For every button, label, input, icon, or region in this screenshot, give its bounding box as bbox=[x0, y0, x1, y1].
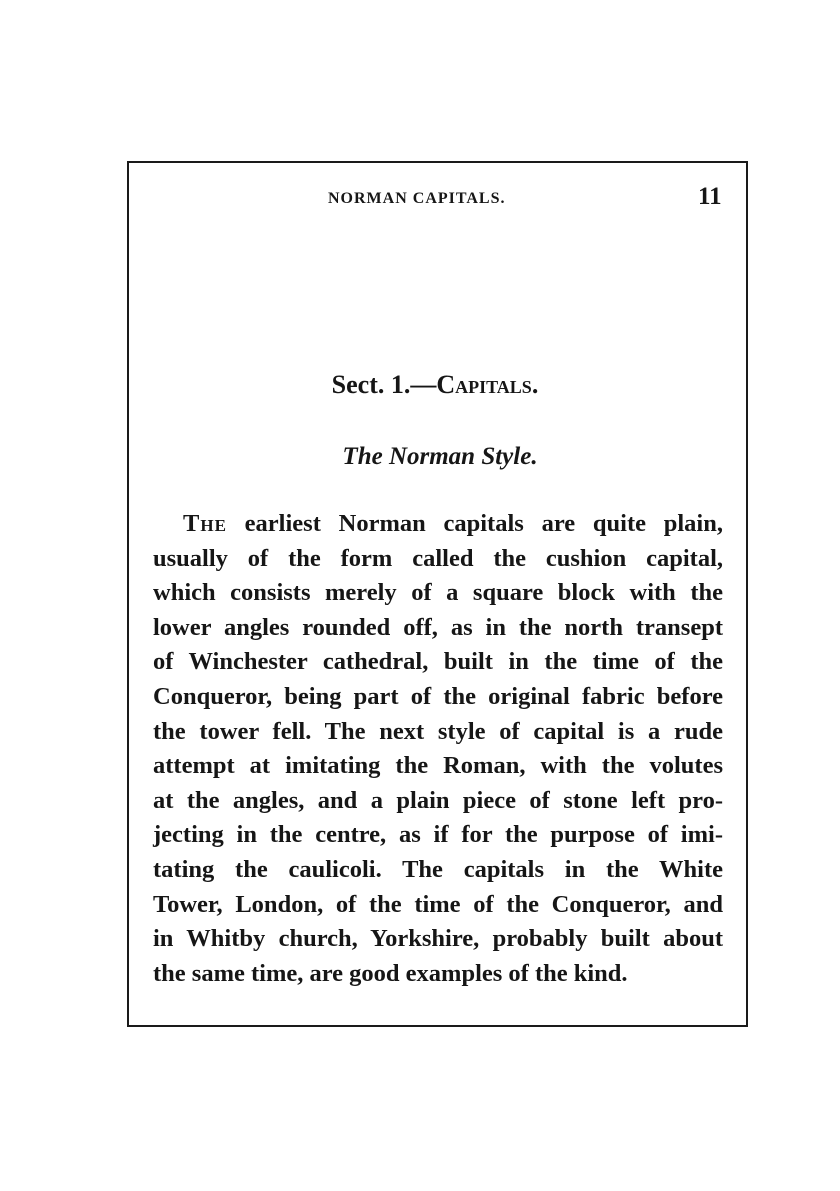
first-word: The bbox=[183, 510, 227, 537]
paragraph-line: in Whitby church, Yorkshire, probably built about bbox=[153, 925, 723, 953]
section-title-prefix: Sect. 1.— bbox=[331, 370, 437, 399]
paragraph-line: attempt at imitating the Roman, with the volutes bbox=[153, 752, 723, 780]
paragraph-line: which consists merely of a square block with the bbox=[153, 579, 723, 607]
section-subtitle: The Norman Style. bbox=[342, 443, 538, 470]
paragraph-line: of Winchester cathedral, built in the time of the bbox=[153, 648, 723, 676]
paragraph-line: usually of the form called the cushion capital, bbox=[153, 544, 723, 572]
paragraph-line: jecting in the centre, as if for the purpose of imi- bbox=[153, 821, 723, 849]
paragraph-line: Conqueror, being part of the original fabric before bbox=[153, 682, 723, 710]
running-head: NORMAN CAPITALS. bbox=[328, 190, 506, 207]
line-text: earliest Norman capitals are quite plain, bbox=[226, 510, 723, 537]
body-paragraph bbox=[153, 507, 723, 991]
paragraph-line: at the angles, and a plain piece of stone left pro- bbox=[153, 786, 723, 814]
section-title-caps: Capitals. bbox=[436, 370, 539, 399]
paragraph-line: lower angles rounded off, as in the north transept bbox=[153, 613, 723, 641]
paragraph-line: the tower fell. The next style of capital is a rude bbox=[153, 717, 723, 745]
paragraph-line: Tower, London, of the time of the Conqueror, and bbox=[153, 890, 723, 918]
page-number: 11 bbox=[698, 183, 722, 210]
section-title bbox=[0, 370, 840, 400]
paragraph-line bbox=[153, 507, 723, 542]
paragraph-line: tating the caulicoli. The capitals in the White bbox=[153, 855, 723, 883]
paragraph-line: the same time, are good examples of the kind. bbox=[153, 959, 628, 987]
